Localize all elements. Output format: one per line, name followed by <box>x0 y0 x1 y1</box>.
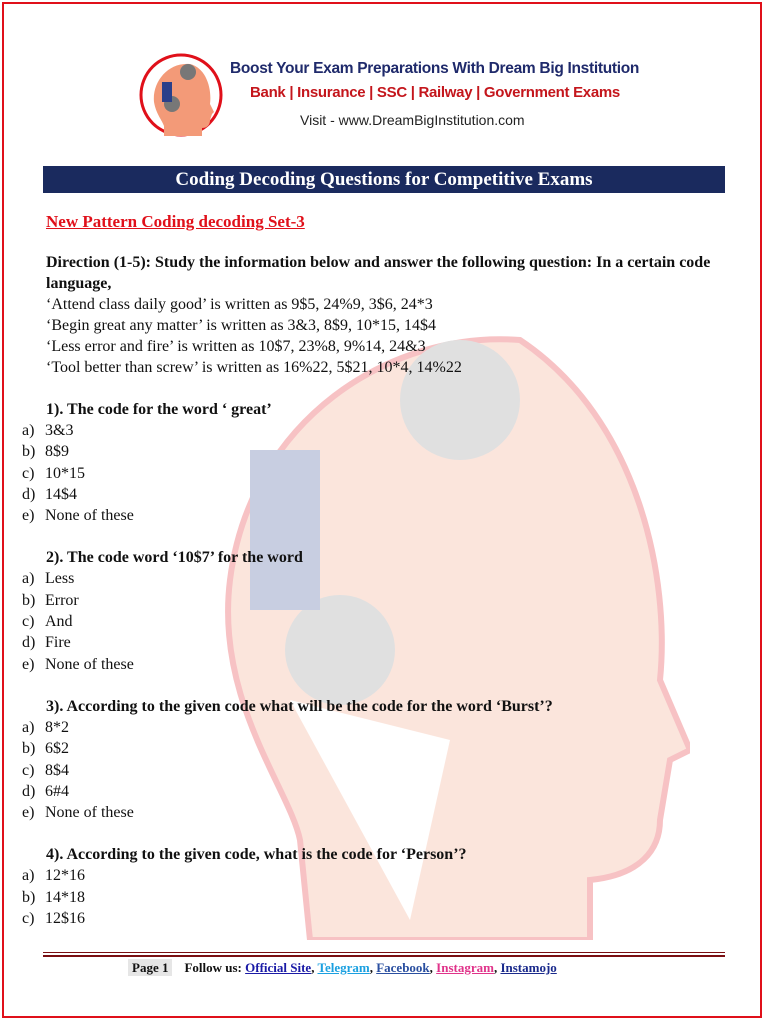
set-title: New Pattern Coding decoding Set-3 <box>46 212 305 231</box>
option[interactable]: c) 10*15 <box>22 464 85 482</box>
question-text: 2). The code word ‘10$7’ for the word <box>46 549 303 567</box>
direction-label: Direction (1-5): <box>46 254 151 271</box>
option[interactable]: b) 8$9 <box>22 443 69 461</box>
code-line: ‘Less error and fire’ is written as 10$7, 23%8, 9%14, 24&3 <box>46 338 426 355</box>
option[interactable]: b) 14*18 <box>22 888 85 906</box>
facebook-link[interactable]: Facebook <box>376 960 430 975</box>
option[interactable]: c) 12$16 <box>22 910 85 928</box>
follow-label: Follow us: <box>184 960 242 975</box>
question-1 <box>0 399 768 526</box>
option[interactable]: a) 8*2 <box>22 718 69 736</box>
question-text: 1). The code for the word ‘ great’ <box>46 401 272 418</box>
instamojo-link[interactable]: Instamojo <box>500 960 557 975</box>
header-exams: Bank | Insurance | SSC | Railway | Government Exams <box>250 84 620 101</box>
code-line: ‘Attend class daily good’ is written as 9$5, 24%9, 3$6, 24*3 <box>46 296 433 313</box>
option[interactable]: a) 12*16 <box>22 867 85 885</box>
page-number: Page 1 <box>128 959 172 976</box>
official-site-link[interactable]: Official Site <box>245 960 312 975</box>
header <box>138 50 638 140</box>
direction <box>46 252 736 294</box>
content <box>0 252 768 929</box>
question-text: 3). According to the given code what will be the code for the word ‘Burst’? <box>46 697 553 715</box>
code-list <box>46 294 768 378</box>
option[interactable]: b) Error <box>22 591 79 609</box>
direction-text: Study the information below and answer the following question: In a certain code language, <box>46 254 711 292</box>
option[interactable]: b) 6$2 <box>22 740 69 758</box>
footer-divider <box>43 952 725 953</box>
header-tagline: Boost Your Exam Preparations With Dream Big Institution <box>230 60 640 77</box>
question-2 <box>0 547 768 674</box>
page-title: Coding Decoding Questions for Competitive Exams <box>43 166 725 193</box>
footer-divider <box>43 955 725 957</box>
question-text: 4). According to the given code, what is the code for ‘Person’? <box>46 846 467 864</box>
option[interactable]: e) None of these <box>22 804 134 822</box>
option[interactable]: e) None of these <box>22 655 134 673</box>
question-4 <box>0 844 768 929</box>
option[interactable]: a) 3&3 <box>22 422 74 439</box>
option[interactable]: c) 8$4 <box>22 761 69 779</box>
question-3 <box>0 696 768 823</box>
code-line: ‘Tool better than screw’ is written as 16%22, 5$21, 10*4, 14%22 <box>46 359 462 376</box>
footer: Page 1 Follow us: Official Site, Telegram, Facebook, Instagram, Instamojo <box>128 960 557 976</box>
logo-icon <box>138 52 224 138</box>
option[interactable]: d) Fire <box>22 634 71 652</box>
option[interactable]: a) Less <box>22 570 75 588</box>
header-website[interactable]: Visit - www.DreamBigInstitution.com <box>300 112 525 128</box>
option[interactable]: e) None of these <box>22 507 134 525</box>
code-line: ‘Begin great any matter’ is written as 3&3, 8$9, 10*15, 14$4 <box>46 317 436 334</box>
option[interactable]: c) And <box>22 613 73 631</box>
option[interactable]: d) 6#4 <box>22 782 69 800</box>
instagram-link[interactable]: Instagram <box>436 960 494 975</box>
option[interactable]: d) 14$4 <box>22 485 77 503</box>
telegram-link[interactable]: Telegram <box>317 960 370 975</box>
